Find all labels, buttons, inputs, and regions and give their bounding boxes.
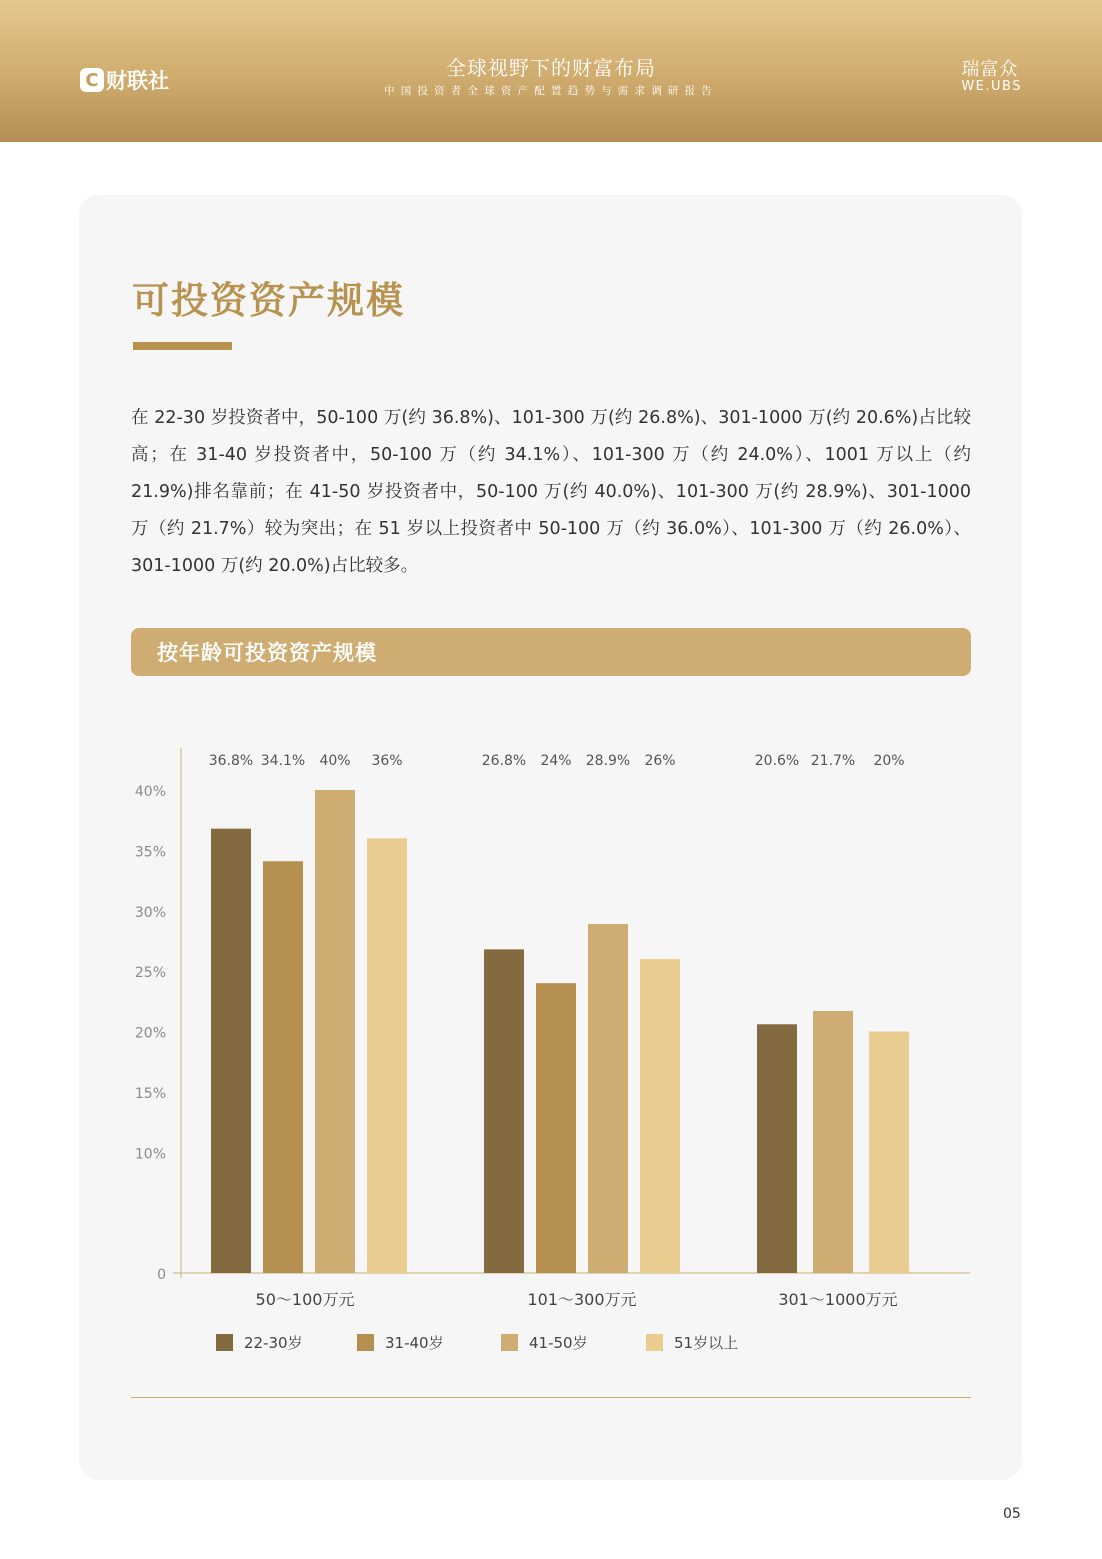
chart-title: 按年龄可投资资产规模 [157,641,377,665]
bar [484,949,524,1273]
x-category-label: 50～100万元 [255,1290,355,1309]
bar-value-label: 26% [644,753,676,769]
bar-value-label: 20.6% [754,753,800,769]
legend-item [501,1332,588,1352]
bar-value-label: 26.8% [481,753,527,769]
bar-value-label: 20% [873,753,905,769]
legend-swatch [646,1334,663,1351]
bar-value-label: 40% [319,753,351,769]
legend-label: 22-30岁 [244,1333,303,1352]
legend-item [357,1332,444,1352]
legend-item [646,1332,738,1352]
x-category-label: 101～300万元 [527,1290,637,1309]
bar [813,1011,853,1273]
cls-logo-icon: C [80,68,104,92]
legend-label: 51岁以上 [674,1333,739,1352]
legend-label: 41-50岁 [529,1333,588,1352]
page-number: 05 [1003,1506,1021,1522]
report-subtitle: 中国投资者全球资产配置趋势与需求调研报告 [384,85,718,97]
y-tick-label: 35% [134,844,166,861]
legend-swatch [357,1334,374,1351]
bar-value-label: 28.9% [585,753,631,769]
bar-value-label: 21.7% [810,753,856,769]
y-tick-label: 20% [134,1025,166,1042]
legend-swatch [501,1334,518,1351]
bar [211,829,251,1273]
bar [536,983,576,1273]
y-tick-label: 25% [134,965,166,982]
y-tick-label: 40% [134,784,166,800]
chart-bottom-rule [131,1397,971,1398]
bar [263,861,303,1273]
y-tick-label: 15% [134,1085,166,1102]
legend-label: 31-40岁 [385,1333,444,1352]
bar-value-label: 24% [540,753,572,769]
report-title: 全球视野下的财富布局 [446,56,656,80]
bar-value-label: 34.1% [260,753,306,769]
bar [757,1024,797,1273]
section-title: 可投资资产规模 [132,279,405,322]
legend-swatch [216,1334,233,1351]
bar [367,838,407,1273]
bar [588,924,628,1273]
section-paragraph: 在 22-30 岁投资者中，50-100 万(约 36.8%)、101-300 万(约 26.8%)、301-1000 万(约 20.6%)占比较高；在 31-40 岁投资者中，50-100 万（约 34.1%）、101-300 万（约 24.0%）、1001 万以上（约 21.9%)排名靠前；在 41-50 岁投资者中，50-100 万(约 40.0%)、101-300 万(约 28.9%)、301-1000 万（约 21.7%）较为突出；在 51 岁以上投资者中 50-100 万（约 36.0%）、101-300 万（约 26.0%）、301-1000 万(约 20.0%)占比较多。 [131,408,971,576]
bar [869,1032,909,1274]
bar [640,959,680,1273]
weubs-logo-cn: 瑞富众 [961,59,1019,80]
legend-item [216,1332,303,1352]
bar [315,790,355,1273]
y-tick-label: 30% [134,904,166,921]
x-category-label: 301～1000万元 [778,1290,898,1309]
weubs-logo-en: WE.UBS [961,79,1022,94]
bar-value-label: 36% [371,753,403,769]
y-tick-label: 10% [134,1146,166,1163]
bar-value-label: 36.8% [208,753,254,769]
y-tick-label: 0 [157,1267,166,1283]
cls-logo-text: 财联社 [106,69,169,93]
